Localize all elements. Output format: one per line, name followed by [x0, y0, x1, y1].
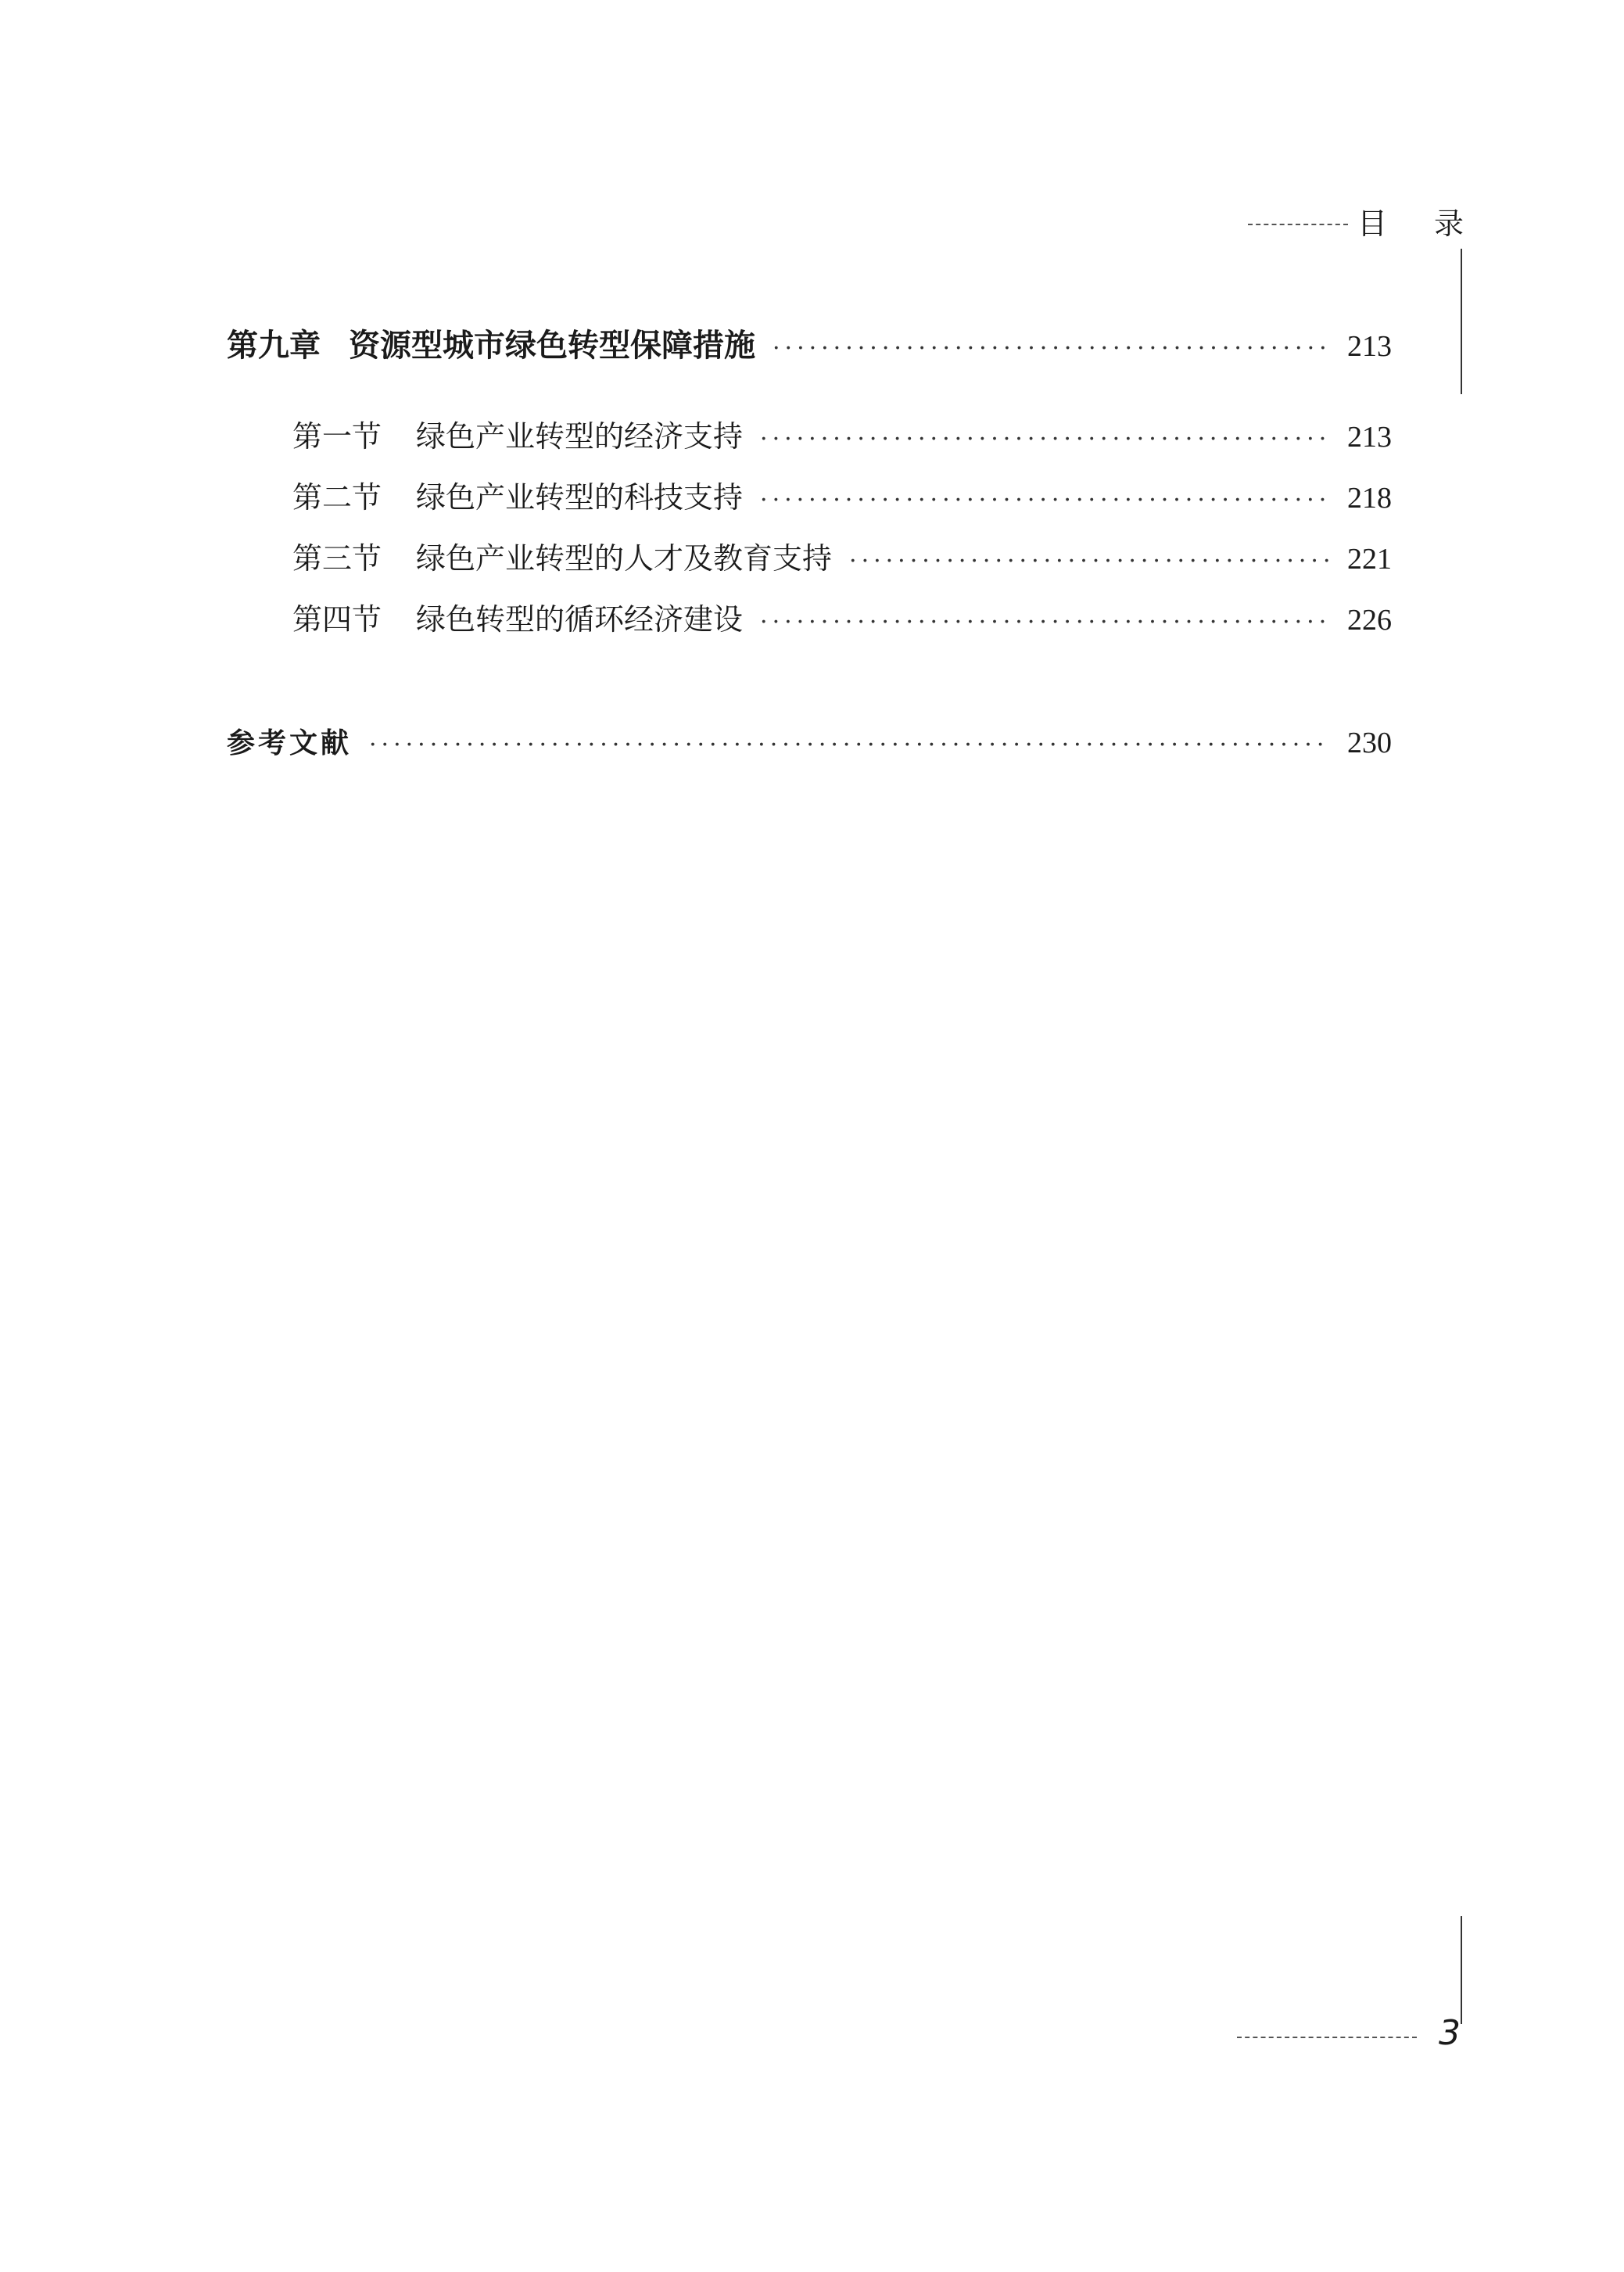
- toc-section-label: [292, 415, 743, 458]
- section-title: 绿色转型的循环经济建设: [416, 602, 744, 637]
- running-header-title: 目录: [1357, 206, 1511, 241]
- references-page-number: 230: [1347, 727, 1392, 759]
- chapter-title: 资源型城市绿色转型保障措施: [349, 328, 755, 364]
- toc-leader-dots: [760, 418, 1330, 461]
- toc-section-entry[interactable]: [292, 598, 1392, 644]
- page-number: 3: [1439, 2013, 1461, 2053]
- header-vertical-rule: [1461, 249, 1462, 394]
- section-page-number: 213: [1347, 421, 1392, 454]
- toc-references-entry[interactable]: [227, 721, 1392, 767]
- footer-vertical-rule: [1461, 1916, 1462, 2024]
- toc-section-entry[interactable]: [292, 476, 1392, 522]
- references-title: 参考文献: [227, 727, 353, 759]
- toc-leader-dots: [369, 723, 1330, 767]
- section-number: 第一节: [292, 419, 382, 454]
- section-page-number: 221: [1347, 543, 1392, 576]
- section-title: 绿色产业转型的科技支持: [416, 480, 744, 515]
- toc-section-label: [292, 598, 743, 641]
- toc-section-entry[interactable]: [292, 415, 1392, 461]
- toc-chapter-label: [227, 324, 755, 368]
- toc-leader-dots: [849, 540, 1330, 583]
- toc-leader-dots: [773, 327, 1330, 371]
- header-dash-rule: [1248, 224, 1348, 225]
- section-page-number: 226: [1347, 604, 1392, 637]
- section-number: 第三节: [292, 541, 382, 576]
- section-page-number: 218: [1347, 482, 1392, 515]
- section-number: 第二节: [292, 480, 382, 515]
- toc-leader-dots: [760, 601, 1330, 644]
- toc-section-entry[interactable]: [292, 537, 1392, 583]
- chapter-number: 第九章: [227, 328, 321, 364]
- section-title: 绿色产业转型的经济支持: [416, 419, 744, 454]
- toc-chapter-entry[interactable]: [227, 324, 1392, 371]
- section-number: 第四节: [292, 602, 382, 637]
- toc-leader-dots: [760, 479, 1330, 522]
- toc-section-label: [292, 476, 743, 519]
- toc-section-label: [292, 537, 832, 580]
- footer-dash-rule: [1237, 2037, 1417, 2038]
- section-title: 绿色产业转型的人才及教育支持: [416, 541, 833, 576]
- chapter-page-number: 213: [1347, 330, 1392, 363]
